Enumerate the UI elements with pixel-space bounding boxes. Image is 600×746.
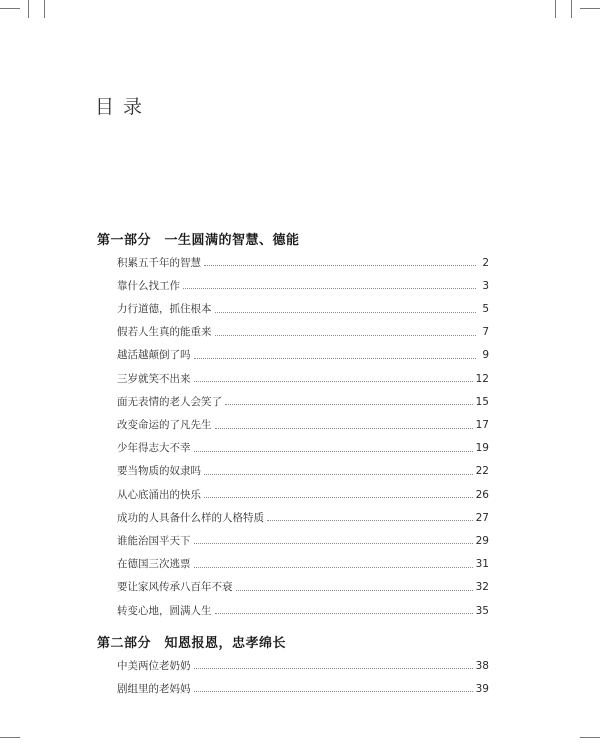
entry-page-number: 19 <box>475 442 489 455</box>
crop-mark <box>571 0 572 18</box>
dot-leader <box>194 567 473 568</box>
entry-page-number: 17 <box>475 419 489 431</box>
entry-title: 改变命运的了凡先生 <box>117 419 212 431</box>
toc-entry <box>117 407 489 430</box>
dot-leader <box>194 358 477 359</box>
entry-title: 在德国三次逃票 <box>117 558 191 571</box>
dot-leader <box>194 451 473 452</box>
entry-title: 靠什么找工作 <box>117 279 180 292</box>
dot-leader <box>215 428 473 429</box>
entry-page-number: 29 <box>475 534 489 547</box>
toc-entry <box>117 268 489 291</box>
page-title: 目录 <box>95 96 152 118</box>
crop-mark <box>580 8 600 9</box>
entry-page-number: 39 <box>475 682 489 695</box>
crop-mark <box>44 0 45 18</box>
entry-page-number: 15 <box>475 395 489 408</box>
dot-leader <box>204 474 473 475</box>
crop-mark <box>555 0 556 18</box>
toc-entry <box>117 523 489 546</box>
entry-page-number: 35 <box>475 604 489 617</box>
dot-leader <box>204 265 476 266</box>
entry-title: 少年得志大不幸 <box>117 442 191 455</box>
dot-leader <box>215 335 477 336</box>
dot-leader <box>194 543 473 544</box>
dot-leader <box>225 404 473 405</box>
toc-list <box>117 648 489 694</box>
toc-entry <box>117 338 489 361</box>
entry-page-number: 5 <box>482 303 489 316</box>
entry-page-number: 7 <box>482 326 489 339</box>
section-title: 第一部分 一生圆满的智慧、德能 <box>97 233 300 248</box>
toc-entry <box>117 431 489 454</box>
dot-leader <box>236 590 473 591</box>
entry-page-number: 27 <box>475 511 489 524</box>
entry-page-number: 12 <box>475 372 489 385</box>
toc-entry <box>117 454 489 477</box>
entry-title: 力行道德，抓住根本 <box>117 303 212 316</box>
dot-leader <box>267 520 473 521</box>
toc-entry <box>117 315 489 338</box>
crop-mark <box>28 0 29 18</box>
entry-page-number: 26 <box>475 488 489 501</box>
dot-leader <box>183 288 476 289</box>
entry-page-number: 32 <box>475 581 489 594</box>
toc-entry <box>117 500 489 523</box>
entry-title: 谁能治国平天下 <box>117 534 191 547</box>
toc-entry <box>117 671 489 694</box>
entry-title: 三岁就笑不出来 <box>117 372 191 385</box>
entry-title: 转变心地，圆满人生 <box>117 604 212 617</box>
crop-mark <box>0 8 20 9</box>
section-title: 第二部分 知恩报恩，忠孝绵长 <box>97 636 287 651</box>
toc-entry <box>117 570 489 593</box>
dot-leader <box>194 668 473 669</box>
entry-title: 面无表情的老人会笑了 <box>117 395 222 408</box>
entry-title: 成功的人具备什么样的人格特质 <box>117 511 264 524</box>
entry-title: 要当物质的奴隶吗 <box>117 465 201 478</box>
toc-entry <box>117 291 489 314</box>
entry-title: 越活越颠倒了吗 <box>117 349 191 362</box>
toc-entry <box>117 384 489 407</box>
dot-leader <box>215 613 473 614</box>
entry-title: 从心底涌出的快乐 <box>117 488 201 501</box>
toc-entry <box>117 593 489 616</box>
dot-leader <box>194 381 473 382</box>
dot-leader <box>204 497 473 498</box>
entry-page-number: 22 <box>475 465 489 478</box>
toc-list <box>117 245 489 616</box>
entry-page-number: 31 <box>475 558 489 571</box>
entry-page-number: 2 <box>482 256 489 269</box>
entry-title: 剧组里的老妈妈 <box>117 682 191 695</box>
entry-page-number: 38 <box>475 659 489 672</box>
crop-mark <box>580 737 600 738</box>
entry-title: 积累五千年的智慧 <box>117 256 201 269</box>
dot-leader <box>194 691 473 692</box>
toc-entry <box>117 477 489 500</box>
entry-title: 假若人生真的能重来 <box>117 326 212 339</box>
toc-entry <box>117 648 489 671</box>
toc-entry <box>117 546 489 569</box>
crop-mark <box>0 737 20 738</box>
dot-leader <box>215 312 477 313</box>
entry-title: 中美两位老奶奶 <box>117 659 191 672</box>
toc-entry <box>117 245 489 268</box>
entry-page-number: 3 <box>482 279 489 292</box>
entry-page-number: 9 <box>482 349 489 362</box>
entry-title: 要让家风传承八百年不衰 <box>117 581 233 594</box>
toc-entry <box>117 361 489 384</box>
